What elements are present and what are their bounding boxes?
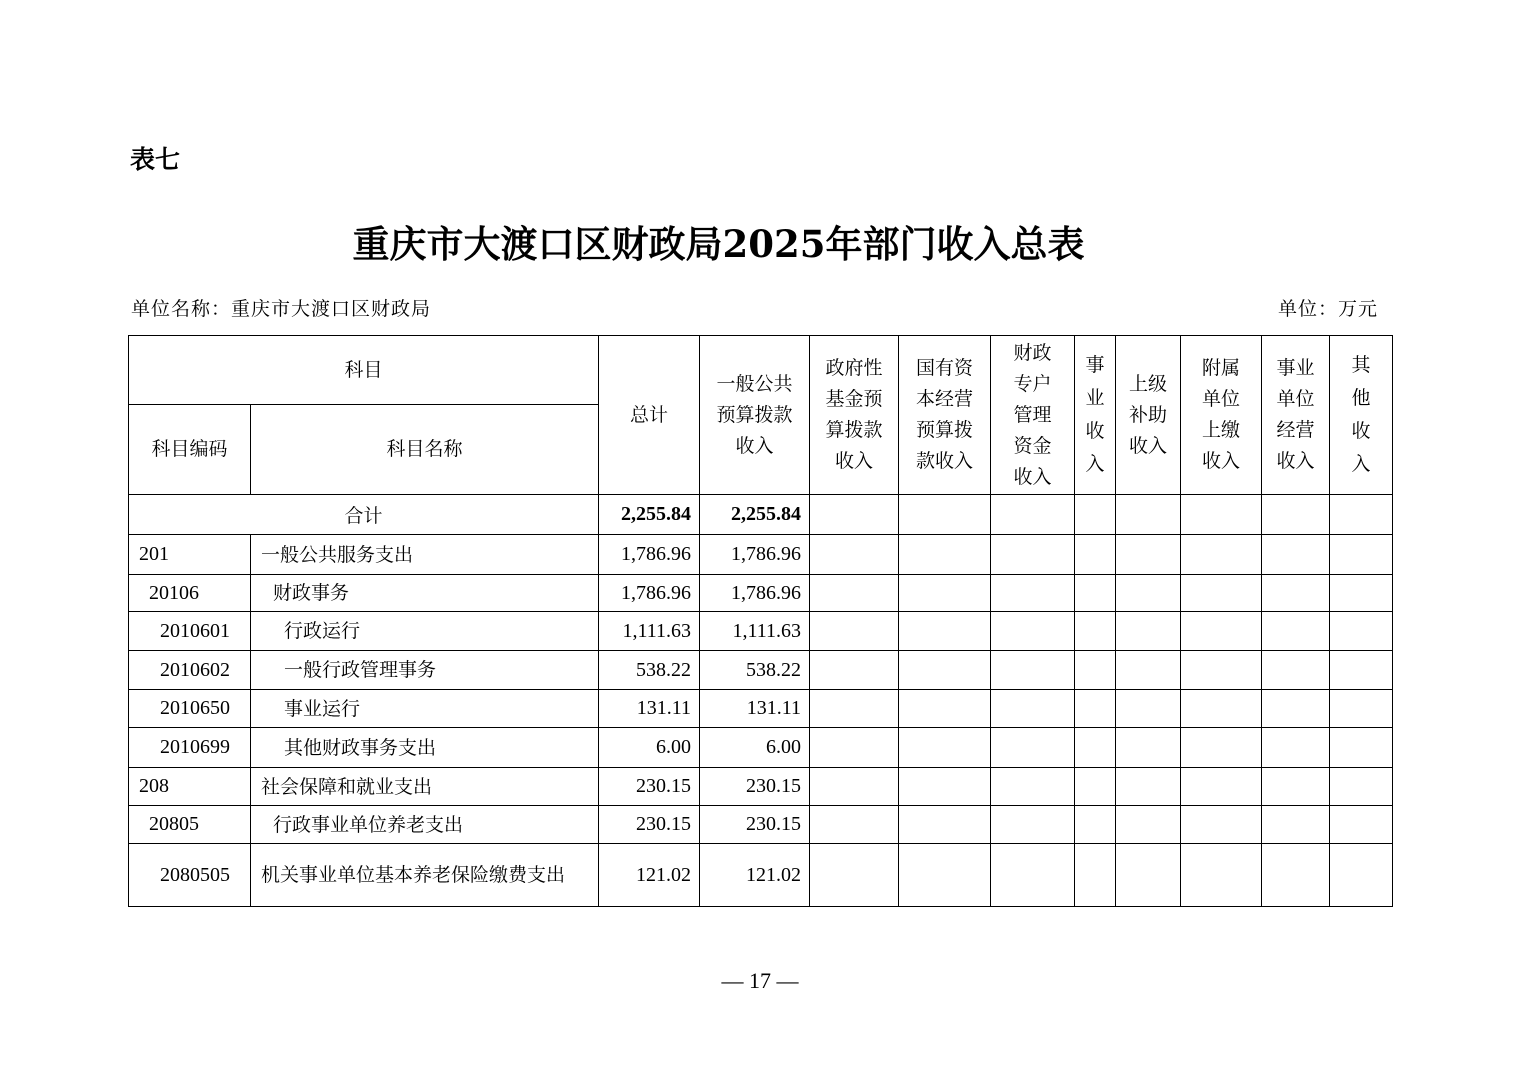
row-general-budget: 1,111.63 [700,612,810,651]
header-business-income: 事业收入 [1075,336,1116,495]
table-row [129,768,1393,806]
total-total: 2,255.84 [599,495,700,535]
row-total: 131.11 [599,690,700,728]
subject-name: 机关事业单位基本养老保险缴费支出 [251,844,599,907]
total-general-budget: 2,255.84 [700,495,810,535]
unit-name: 单位名称：重庆市大渡口区财政局 [131,298,432,320]
subject-code: 2010699 [129,728,251,768]
row-total: 1,786.96 [599,575,700,612]
subject-name: 行政事业单位养老支出 [251,806,599,844]
table-row [129,612,1393,651]
row-general-budget: 131.11 [700,690,810,728]
total-row [129,495,1393,535]
table-row [129,651,1393,690]
row-general-budget: 121.02 [700,844,810,907]
row-general-budget: 1,786.96 [700,575,810,612]
subject-name: 行政运行 [251,612,599,651]
table-row [129,844,1393,907]
header-subject-code: 科目编码 [129,405,251,495]
header-special-account: 财政专户管理资金收入 [991,336,1075,495]
row-total: 121.02 [599,844,700,907]
row-total: 1,111.63 [599,612,700,651]
subject-name: 社会保障和就业支出 [251,768,599,806]
row-general-budget: 6.00 [700,728,810,768]
header-subject: 科目 [129,336,599,405]
row-total: 1,786.96 [599,535,700,575]
header-affiliated-payment: 附属单位上缴收入 [1181,336,1262,495]
subject-code: 20106 [129,575,251,612]
row-general-budget: 538.22 [700,651,810,690]
header-general-budget: 一般公共预算拨款收入 [700,336,810,495]
header-business-operation: 事业单位经营收入 [1262,336,1330,495]
row-general-budget: 230.15 [700,768,810,806]
subject-name: 一般公共服务支出 [251,535,599,575]
total-label: 合计 [129,495,599,535]
subject-code: 2080505 [129,844,251,907]
row-total: 230.15 [599,768,700,806]
header-total: 总计 [599,336,700,495]
row-general-budget: 230.15 [700,806,810,844]
table-row [129,690,1393,728]
header-state-capital: 国有资本经营预算拨款收入 [899,336,991,495]
header-superior-subsidy: 上级补助收入 [1116,336,1181,495]
table-row [129,728,1393,768]
header-other-income: 其他收入 [1330,336,1393,495]
subject-code: 2010650 [129,690,251,728]
table-row [129,575,1393,612]
subject-code: 208 [129,768,251,806]
unit-label: 单位：万元 [1277,298,1378,320]
document-title: 重庆市大渡口区财政局2025年部门收入总表 [352,222,1085,266]
subject-code: 201 [129,535,251,575]
header-subject-name: 科目名称 [251,405,599,495]
page-number: — 17 — [721,968,799,993]
subject-name: 其他财政事务支出 [251,728,599,768]
subject-name: 财政事务 [251,575,599,612]
income-table [128,335,1393,907]
table-row [129,806,1393,844]
subject-code: 2010601 [129,612,251,651]
row-total: 538.22 [599,651,700,690]
row-total: 230.15 [599,806,700,844]
subject-code: 2010602 [129,651,251,690]
row-total: 6.00 [599,728,700,768]
table-label: 表七 [130,145,181,174]
header-gov-fund: 政府性基金预算拨款收入 [810,336,899,495]
subject-name: 事业运行 [251,690,599,728]
table-row [129,535,1393,575]
subject-name: 一般行政管理事务 [251,651,599,690]
subject-code: 20805 [129,806,251,844]
row-general-budget: 1,786.96 [700,535,810,575]
